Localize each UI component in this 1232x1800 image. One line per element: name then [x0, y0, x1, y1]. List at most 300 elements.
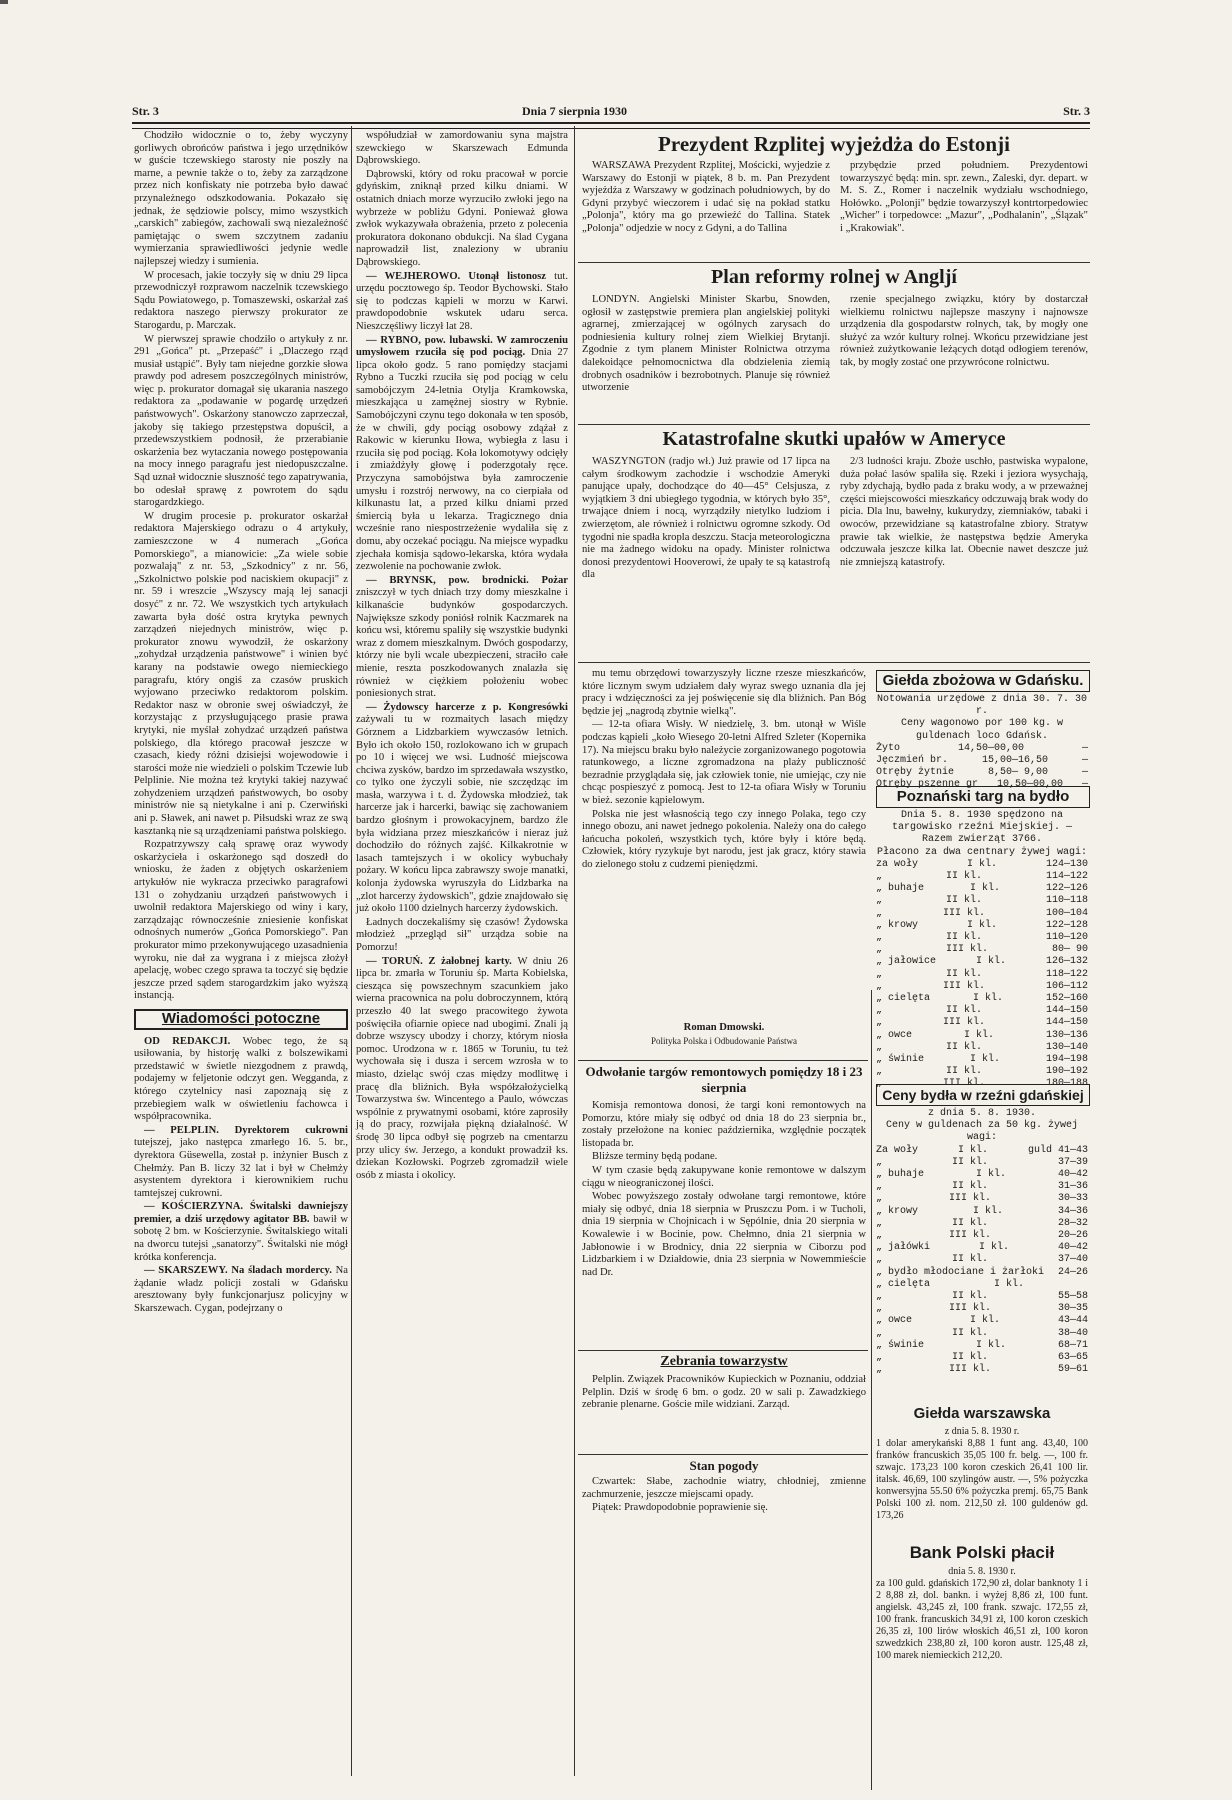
table-row: [876, 932, 1088, 944]
news-text: Wobec tego, że są usiłowania, by historję walki z bolszewikami przedstawić w świetle niezgodnem z prawdą, podajemy w feljetonie odczyt gen. Wegganda, z którego czytelnicy nasi zapoznają się z przebiegiem walk w oświetleniu fachowca i współpracownika.: [134, 1035, 348, 1123]
bank-polski-title: Bank Polski płacił: [909, 1543, 1055, 1562]
table-cell-klasa: II kl.: [951, 1291, 988, 1303]
table-row: [876, 1364, 1088, 1376]
table-row: [876, 1230, 1088, 1242]
table-cell-name: „ jałówki: [876, 1242, 931, 1254]
table-cell-name: „: [876, 1193, 883, 1205]
news-text: zażywali tu w rozmaitych lasach między Górznem a Lidzbarkiem wywczasów letnich. Było ich około 150, rozlokowano ich w grupach po 10 i więcej we wsi. Ludność miejscowa chciwa zysków, bardzo im sprzedawała wszystko, co tylko one życzyli sobie, nie szczędząc im masła, warzywa i t. d. Żydowska młodzież, tak harcerze jak i harcerki, bawiąc się zachowaniem bardzo głośnym i prowokacyjnem, bardzo źle była widziana przez mieszkańców i nieraz już dochodziło do różnych zajść. Kilkakrotnie w lasach tamtejszych i w okolicy wybuchały pożary. W końcu lipca zabrawszy swoje manatki, kolonja żydowska wyruszyła do Lidzbarka na „zlot harcerzy żydowskich", gdzie znajdowało się już około 1100 dzielnych harcerzy żydowskich.: [356, 714, 568, 915]
page-number-right: Str. 3: [1063, 104, 1090, 118]
news-item: [356, 575, 568, 701]
table-cell-price: 37—40: [1057, 1254, 1088, 1266]
table-cell-dash: —: [1081, 755, 1088, 767]
table-cell-price: 28—32: [1057, 1217, 1088, 1229]
news-dateline: LONDYN.: [592, 294, 649, 305]
news-text: Słabe, zachodnie wiatry, chłodniej, zmienne zachmurzenie, jeszcze miejscami opady.: [582, 1476, 866, 1500]
rule: [578, 1350, 868, 1351]
news-text: Komisja remontowa donosi, że targi koni remontowych na Pomorzu, które miały się odbyć od dnia 18 do 23 sierpnia br., zostały przełożone na koniec października, względnie początek listopada br.: [582, 1100, 866, 1149]
table-cell-price: 34—36: [1057, 1205, 1088, 1217]
table-row: [876, 1279, 1088, 1291]
table-cell-klasa: II kl.: [951, 1181, 988, 1193]
news-item: [582, 1165, 866, 1190]
table-cell-name: „: [876, 1181, 883, 1193]
paragraph: W procesach, jakie toczyły się w dniu 29 lipca przewodniczył rozprawom naczelnik tczewskiego Sądu Powiatowego, p. Tomaszewski, oskarżał zaś redaktora naszego pierwszy prokurator ze Starogardu, p. Marczak.: [134, 269, 348, 331]
article-pogoda: [582, 1476, 866, 1532]
table-cell-name: „ świnie: [876, 1054, 925, 1066]
table-row: [876, 1181, 1088, 1193]
news-text: W dniu 26 lipca br. zmarła w Toruniu śp. Marta Kobielska, ciesząca się powszechnym szacunkiem jako wierna pracownica na polu dobroczynnem, którą przeszło 40 lat swego pracowitego żywota poświęciła ofiarnie opiece nad ubogimi. Znali ją dobrze wszyscy ubodzy i chorzy, którym niosła pomoc. Urodzona w r. 1865 w Toruniu, tu też wychowała się i dusza i sercem wzrosła w to miasto, dzieląc swój czas między modlitwę i pracę dla bliźnich. Była współzałożycielką Towarzystwa św. Wincentego a Paulo, wówczas wspólnie z prywatnymi osobami, które zaprosiły ją do pracy, rozwijała piękną działalność. W środę 30 lipca odbył się pogrzeb na cmentarzu przy ulicy św. Jerzego, a kondukt prowadził ks. dziekan Kozłowski. Pogrzeb zgromadził wiele osób z miasta i okolicy.: [356, 955, 568, 1181]
rule: [578, 662, 1090, 663]
table-cell-klasa: I kl.: [963, 1029, 994, 1041]
news-list: [134, 1036, 348, 1316]
section-title: Wiadomości potoczne: [134, 1009, 348, 1030]
table-row: [876, 993, 1088, 1005]
table-cell-name: Za woły: [876, 1144, 919, 1156]
gielda-gdansk-rows: [876, 743, 1088, 792]
gielda-gdansk-title: Giełda zbożowa w Gdańsku.: [876, 670, 1090, 692]
rule: [578, 262, 1090, 263]
news-item: [356, 335, 568, 574]
table-cell-price: 31—36: [1057, 1181, 1088, 1193]
table-cell-klasa: I kl.: [969, 1315, 1000, 1327]
news-dateline: OD REDAKCJI.: [144, 1035, 243, 1047]
news-text: W tym czasie będą zakupywane konie remontowe w dalszym ciągu w nieograniczonej ilości.: [582, 1164, 866, 1189]
author-source: Polityka Polska i Odbudowanie Państwa: [651, 1035, 797, 1046]
table-cell-klasa: I kl.: [978, 1242, 1009, 1254]
table-cell-name: „ jałowice: [876, 956, 937, 968]
table-cell-name: „: [876, 907, 883, 919]
ceny-bydla-title: Ceny bydła w rzeźni gdańskiej: [876, 1084, 1090, 1106]
gielda-gdansk-sub2: Ceny wagonowo por 100 kg. w guldenach loco Gdańsk.: [900, 718, 1064, 742]
headline-anglia: Plan reformy rolnej w Angljí: [711, 266, 957, 288]
news-text: Angielski Minister Skarbu, Snowden, ogłosił w zastępstwie premiera plan angielskiej polityki agrarnej, zmierzającej w ogólnych zarysach do podniesienia kultury rolnej ziem Wielkiej Brytanji. Zgodnie z tym planem Minister Rolnictwa otrzyma dalekoidące pełnomocnictwa dla obdzielenia ziemią drobnych osadników i bezrobotnych. Planuje się również utworzenie: [582, 294, 831, 394]
ceny-bydla-table: [876, 1108, 1088, 1400]
table-cell-price: 30—35: [1057, 1303, 1088, 1315]
news-text: 2/3 ludności kraju. Zboże uschło, pastwiska wypalone, duża połać lasów spaliła się. Rzeki i jeziora wysychają, ryby zdychają, bydło pada z braku wody, a w przeważnej części miejscowości mieszkańcy odczuwają brak wody do picia. Dla lnu, bawełny, kukurydzy, ziemniaków, tabaki i owoców, przewidziane są katastrofalne zbiory. Stratyw prawie tak wielkie, że następstwa będzie Ameryka odczuwała jeszcze kilka lat. Obecnie nawet deszcze już nie zmniejszą katastrofy.: [840, 456, 1088, 568]
paragraph: Dąbrowski, który od roku pracował w porcie gdyńskim, zniknął przed kilku dniami. W ostatnich dniach morze wyrzuciło zwłoki jego na wybrzeże w pobliżu Gdyni. Ponieważ głowa zwłok wykazywała obrażenia, przeto z polecenia prokuratora dokonano obdukcji. Na ślad Cygana naprowadził list, znaleziony w ubraniu Dąbrowskiego.: [356, 168, 568, 268]
news-text: przybędzie przed południem. Prezydentowi towarzyszyć będą: min. spr. zewn., Zaleski, dyr. depart. w M. S. Z., Romer i naczelnik wydziału wschodniego, Hołówko. „Polonji" będzie towarzyszył kontrtorpedowiec „Wicher" i torpedowce: „Mazur", „Podhalanin", „Ślązak" i „Krakowiak".: [840, 160, 1088, 234]
table-cell-klasa: II kl.: [951, 1156, 988, 1168]
paragraph: W drugim procesie p. prokurator oskarżał redaktora Majerskiego odrazu o 4 artykuły, zamieszczone w 4 numerach „Gońca Pomorskiego", a mianowicie: „Za wiele sobie pozwalają" z nr. 53, „Szkodnicy" z nr. 56, „Szkolnictwo polskie pod naciskiem okupacji" z nr. 59 i wreszcie „Wszyscy mają lej sanacji dosyć" z nr. 72. We wszystkich tych artykułach zawarta była dość ostra krytyka pewnych zarządzeń niejednych ministrów, więc p. prokurator znowu wywodził, że oskarżony „zohydzał urządzenia państwowe" i winien być karany na podstawie owego niemieckiego paragrafu, który ongiś za czasów pruskich wyjowano przeciwko redaktorom polskim. Redaktor nasz w obronie swej oświadczył, że korzystając z przysługującego prasie prawa krytyki, nie myślał zohydzać urządzeń państwa polskiego, dla którego pracował jeszcze w czasach, kiedy różni dzisiejsi wojewodowie i starości może nie wiedzieli o polskim Tczewie lub Pelplinie. Nie można też krytyki takiej nazywać zohydzeniem urządzeń państwowych, bo osoby ministrów nie są nietykalne i ani p. Czerwiński ani p. Sławek, ani nawet p. Piłsudski wraz ze swą kasztanką nie są urządzeniami państwa polskiego.: [134, 510, 348, 837]
article-ameryka-right: [840, 456, 1088, 656]
table-cell-name: „: [876, 1078, 883, 1090]
table-cell-name: „: [876, 944, 883, 956]
table-row: [876, 1328, 1088, 1340]
news-text: rzenie specjalnego związku, który by dostarczał wielkiemu rolnictwu najlepsze maszyny i najnowsze urządzenia dla gospodarstw rolnych, tak, by mogły one służyć za wzór kultury rolnej. Wkońcu przewidziane jest również zużytkowanie leżących dotąd odłogiem terenów, tak, by mogły zostać one przywrócone rolnictwu.: [840, 294, 1088, 368]
news-text: Prezydent Rzplitej, Mościcki, wyjedzie z Warszawy do Estonji w piątek, 8 b. m. Pan Prezydent wyjeżdża z Warszawy w godzinach południowych, by do Gdyni przybyć wieczorem i udać się na pokład statku „Polonja", który ma go przewieźć do Tallina. Statek „Polonja" odjedzie w nocy z Gdyni, a do Tallina: [582, 160, 830, 234]
table-cell-klasa: III kl.: [948, 1364, 991, 1376]
table-cell-klasa: III kl.: [945, 944, 988, 956]
table-cell-price: 122—128: [1045, 919, 1088, 931]
table-cell-price: 24—26: [1057, 1266, 1088, 1278]
table-row: [876, 1352, 1088, 1364]
news-dateline: — RYBNO, pow. lubawski. W zamroczeniu umysłowem rzuciła się pod pociąg.: [356, 334, 568, 359]
table-cell-price: 40—42: [1057, 1169, 1088, 1181]
paragraph: W pierwszej sprawie chodziło o artykuły z nr. 291 „Gońca" pt. „Przepaść" i „Dlaczego rząd musiał ustąpić". Były tam niejedne gorzkie słowa prawdy pod adresem poszczególnych ministrów, więc p. prokurator domagał się ukarania naszego redaktora za „podawanie w pogardę urzędzeń państwowych". Oskarżony stanowczo zaprzeczał, jakoby się takiego przestępstwa dopuścił, a przedewszystkiem podnosił, że przerabianie oskarżenia bez wytaczania nowego postępowania na mocy innego paragrafu jest niedopuszczalne. Sąd uznał widocznie słuszność tego zapatrywania, bo odesłał sprawę z powrotem do sądu starogardzkiego.: [134, 333, 348, 509]
paragraph: Rozpatrzywszy całą sprawę oraz wywody oskarżycieła i oskarżonego sąd doszedł do wniosku, że żaden z objętych oskarżeniem artykułów nie wykracza przeciwko paragrafowi 131 o zohydzaniu urządzeń państwowych i uwolnił redaktora Majerskiego od winy i kary, zarządzając równocześnie zniesienie konfiskat odnośnych numerów „Gońca Pomorskiego". Pan prokurator mimo przekonywującego uzasadnienia wyroku, nie dał za wygrana i z miejsca złożył apelację, wobec czego sprawa ta toczyć się będzie jeszcze przed sądem starogardzkim jako wyższą instancją.: [134, 839, 348, 1002]
news-text: Na żądanie władz policji zostali w Gdańsku aresztowany były funkcjonarjusz policyjny w Skarszewach. Cygan, podejrzany o: [134, 1265, 348, 1315]
table-cell-price: 20—26: [1057, 1230, 1088, 1242]
table-cell-price: 15,00—16,50: [981, 755, 1048, 767]
table-cell-name: „: [876, 968, 883, 980]
article-targi: [582, 1100, 866, 1344]
ceny-bydla-sub: z dnia 5. 8. 1930.: [927, 1108, 1037, 1119]
news-dateline: — KOŚCIERZYNA. Świtalski dawniejszy premier, a dziś urzędowy agitator BB.: [134, 1201, 348, 1225]
news-item: [840, 294, 1088, 370]
table-cell-klasa: I kl.: [972, 1205, 1003, 1217]
table-row: [876, 1157, 1088, 1169]
table-cell-klasa: II kl.: [945, 871, 982, 883]
table-row: [876, 944, 1088, 956]
table-cell-klasa: I kl.: [975, 956, 1006, 968]
table-cell-name: „ owce: [876, 1315, 913, 1327]
news-item: [840, 160, 1088, 236]
table-cell-klasa: II kl.: [951, 1254, 988, 1266]
table-row: [876, 1066, 1088, 1078]
table-cell-price: 144—150: [1045, 1005, 1088, 1017]
table-cell-price: 144—150: [1045, 1017, 1088, 1029]
news-dateline: WASZYNGTON: [592, 456, 669, 467]
table-row: [876, 969, 1088, 981]
gielda-gdansk-table: [876, 694, 1088, 791]
table-cell-price: 114—122: [1045, 871, 1088, 883]
targ-bydlo-title: Poznański targ na bydło: [876, 786, 1090, 808]
news-dateline: — SKARSZEWY. Na śladach mordercy.: [144, 1265, 336, 1277]
table-cell-price: 43—44: [1057, 1315, 1088, 1327]
table-cell-name: „: [876, 1327, 883, 1339]
table-cell-price: 180—188: [1045, 1078, 1088, 1090]
ceny-bydla-sub2: Ceny w guldenach za 50 kg. żywej wagi:: [885, 1120, 1079, 1144]
table-cell-name: Żyto: [876, 742, 901, 754]
news-item: [134, 1036, 348, 1124]
table-cell-price: 80— 90: [1051, 944, 1088, 956]
news-item: [582, 1100, 866, 1150]
table-row: [876, 1267, 1088, 1279]
table-cell-name: „: [876, 895, 883, 907]
table-row: [876, 1193, 1088, 1205]
targ-bydlo-sub2: Płacono za dwa centnary żywej wagi:: [876, 846, 1088, 858]
targ-bydlo-sub: Dnia 5. 8. 1930 spędzono na targowisko rzeźni Miejskiej. — Razem zwierząt 3766.: [891, 810, 1073, 846]
table-cell-name: za woły: [876, 858, 919, 870]
table-cell-price: 40—42: [1057, 1242, 1088, 1254]
news-item: [134, 1265, 348, 1315]
table-row: [876, 956, 1088, 968]
news-item: [582, 668, 866, 718]
rule: [578, 424, 1090, 425]
news-text: Ładnych doczekaliśmy się czasów! Żydowska młodzież „przegląd sił" urządza sobie na Pomorzu!: [356, 916, 568, 953]
table-cell-name: „ krowy: [876, 919, 919, 931]
table-cell-name: „: [876, 1217, 883, 1229]
rule: [578, 1454, 868, 1455]
table-row: [876, 871, 1088, 883]
scan-mark: [0, 0, 8, 4]
table-cell-price: 100—104: [1045, 907, 1088, 919]
table-cell-klasa: II kl.: [945, 932, 982, 944]
table-cell-klasa: I kl.: [975, 1169, 1006, 1181]
headline-targi: Odwołanie targów remontowych pomiędzy 18 i 23 sierpnia: [585, 1064, 863, 1095]
column-divider: [871, 990, 872, 1790]
table-row: [876, 1017, 1088, 1029]
article-estonia-left: [582, 160, 830, 260]
table-cell-price: 126—132: [1045, 956, 1088, 968]
table-cell-price: 122—126: [1045, 883, 1088, 895]
table-cell-klasa: II kl.: [951, 1327, 988, 1339]
table-cell-klasa: I kl.: [975, 1339, 1006, 1351]
news-text: mu temu obrzędowi towarzyszyły liczne rzesze mieszkańców, które licznym swym udziałem dały wyraz swego uznania dla jej pracy i wdzięczności za jej poświęcenie się dla bliźnich. Pan Bóg będzie jej „nagrodą zbytnie wielką".: [582, 668, 866, 717]
news-item: [582, 294, 830, 395]
table-cell-klasa: II kl.: [945, 895, 982, 907]
news-dateline: WARSZAWA: [592, 160, 654, 171]
table-cell-name: „: [876, 1364, 883, 1376]
table-cell-price: 8,50— 9,00: [987, 767, 1048, 779]
table-cell-klasa: II kl.: [945, 968, 982, 980]
news-dateline: Piątek:: [592, 1502, 625, 1514]
table-cell-klasa: I kl.: [966, 919, 997, 931]
table-cell-name: „: [876, 1291, 883, 1303]
news-item: [582, 1151, 866, 1164]
news-item: [356, 271, 568, 334]
headline-estonia: Prezydent Rzplitej wyjeżdża do Estonji: [658, 132, 1010, 156]
table-cell-klasa: I kl.: [994, 1278, 1025, 1290]
article-zebrania: [582, 1374, 866, 1450]
news-item: [840, 456, 1088, 569]
news-item: [356, 956, 568, 1183]
news-dateline: — PELPLIN. Dyrektorem cukrowni: [144, 1124, 348, 1136]
news-item: [582, 456, 830, 582]
news-list: [356, 271, 568, 1183]
table-cell-name: „: [876, 1017, 883, 1029]
news-item: [582, 1374, 866, 1412]
column-2: [356, 130, 568, 1790]
column-divider: [574, 126, 575, 1776]
table-cell-price: 38—40: [1057, 1327, 1088, 1339]
gielda-warszawa-body: [876, 1426, 1088, 1538]
table-row: [876, 1169, 1088, 1181]
table-cell-price: 106—112: [1045, 980, 1088, 992]
table-cell-klasa: II kl.: [951, 1217, 988, 1229]
table-cell-name: Otręby żytnie: [876, 767, 955, 779]
table-cell-klasa: I kl.: [966, 858, 997, 870]
news-dateline: Czwartek:: [592, 1476, 647, 1487]
table-row: [876, 767, 1088, 779]
bank-polski-sub: dnia 5. 8. 1930 r.: [948, 1566, 1016, 1577]
news-text: Związek Pracowników Kupieckich w Poznaniu, oddział Pelplin. Dziś w środę 6 bm. o godz. 20 w sali p. Zawadzkiego zebranie plenarne. Goście mile widziani. Zarząd.: [582, 1374, 866, 1411]
news-dateline: Pelplin.: [592, 1374, 628, 1385]
table-row: [876, 981, 1088, 993]
article-anglia-right: [840, 294, 1088, 418]
table-row: [876, 1005, 1088, 1017]
news-dateline: — WEJHEROWO. Utonął listonosz: [366, 270, 555, 282]
page-number-left: Str. 3: [132, 104, 159, 118]
gielda-warszawa-title: Giełda warszawska: [913, 1405, 1051, 1422]
news-dateline: — Żydowscy harcerze z p. Kongresówki: [366, 701, 568, 713]
table-row: [876, 1340, 1088, 1352]
news-item: [134, 1125, 348, 1201]
table-cell-klasa: II kl.: [951, 1352, 988, 1364]
table-row: [876, 1030, 1088, 1042]
table-cell-name: „: [876, 1156, 883, 1168]
table-cell-name: „: [876, 932, 883, 944]
news-text: Polska nie jest własnością tego czy innego Polaka, tego czy innego obozu, ani nawet jednego pokolenia. Należy ona do całego łańcucha pokoleń, wszystkich tych, które były i które będą. Człowiek, który ryzykuje byt narodu, jest jak gracz, który stawia do zielonego stołu z cudzemi pieniędzmi.: [582, 808, 866, 870]
table-row: [876, 883, 1088, 895]
table-row: [876, 1145, 1088, 1157]
table-cell-name: „ świnie: [876, 1339, 925, 1351]
table-cell-price: 110—118: [1045, 895, 1088, 907]
table-cell-klasa: III kl.: [942, 980, 985, 992]
gielda-warszawa-sub: z dnia 5. 8. 1930 r.: [944, 1426, 1020, 1437]
table-cell-klasa: III kl.: [948, 1303, 991, 1315]
table-row: [876, 1254, 1088, 1266]
table-cell-klasa: II kl.: [945, 1041, 982, 1053]
table-cell-klasa: III kl.: [942, 1017, 985, 1029]
table-cell-dash: —: [1081, 767, 1088, 779]
table-cell-klasa: II kl.: [945, 1066, 982, 1078]
page-header: [132, 104, 1090, 122]
news-text: tut. urzędu pocztowego śp. Teodor Bychowski. Stało się to podczas kąpieli w morzu w Karwi. prawdopodobnie wskutek udaru serca. Nieszczęśliwy liczył lat 28.: [356, 270, 568, 332]
table-cell-price: 124—130: [1045, 858, 1088, 870]
table-row: [876, 1218, 1088, 1230]
paragraph: współudział w zamordowaniu syna majstra szewckiego w Skarszewach Edmunda Dąbrowskiego.: [356, 130, 568, 167]
news-text: Wobec powyższego zostały odwołane targi remontowe, które miały się odbyć, dnia 18 sierpnia w Pruszczu Pom. i w Tucholi, dnia 19 sierpnia w Chojnicach i w Sępólnie, dnia 20 sierpnia w Kowalewie i w Bocinie, pow. Chełmno, dnia 21 sierpnia w Jabłonowie i w Brodnicy, dnia 22 sierpnia w Ciborzu pod Lidzbarkiem i w Działdowie, dnia 23 sierpnia w Nowemmieście nad Dr.: [582, 1191, 866, 1278]
table-cell-klasa: III kl.: [942, 907, 985, 919]
table-row: [876, 1315, 1088, 1327]
news-item: [134, 1201, 348, 1264]
table-row: [876, 1303, 1088, 1315]
table-cell-klasa: I kl.: [969, 883, 1000, 895]
table-row: [876, 743, 1088, 755]
column-1: [134, 130, 348, 1790]
table-cell-dash: —: [1081, 742, 1088, 754]
table-cell-price: 37—39: [1057, 1156, 1088, 1168]
news-text: (radjo wł.) Już prawie od 17 lipca na całym środkowym zachodzie i wschodzie Ameryki panujące upały, dochodzące do 40—45° Celsjusza, z wyjątkiem 3 dni ubiegłego tygodnia, w których było 35°, trwające dniem i nocą, wyrządziły nietylko ludziom i zwierzętom, ale również i rolnictwu ogromne szkody. Od tygodni nie spadła kropla deszczu. Stacja meteorologiczna nie ma żadnego widoku na opady. Minister rolnictwa donosi prezydentowi Hooverowi, że upały te są katastrofą dla: [582, 456, 830, 581]
ceny-bydla-rows: [876, 1145, 1088, 1377]
headline-ameryka: Katastrofalne skutki upałów w Ameryce: [662, 428, 1006, 450]
table-row: [876, 920, 1088, 932]
news-item: [356, 702, 568, 916]
gielda-gdansk-sub: Notowania urzędowe z dnia 30. 7. 30 r.: [876, 694, 1088, 718]
news-item: [356, 917, 568, 955]
headline-zebrania: Zebrania towarzystw: [660, 1354, 788, 1369]
table-cell-name: „: [876, 871, 883, 883]
news-item: [582, 160, 830, 236]
paragraph: Chodziło widocznie o to, żeby wyczyny gorliwych obrońców państwa i jego urzędników w guście tczewskiego starosty nie poszły na marne, a pewnie także o to, żeby za zarządzone przez nich konfiskaty nie potrzeba było dawać przynależnego odszkodowania. Pokazało się jednak, że sędziowie polscy, mimo wszystkich „carskich" zabiegów, zachowali swą niezależność pamiętając o swem szczytnem zadaniu wymierzania sprawiedliwości jedynie wedle najlepszej wiedzy i sumienia.: [134, 130, 348, 267]
table-cell-name: „ cielęta: [876, 993, 931, 1005]
news-item: [582, 1191, 866, 1279]
table-cell-name: „: [876, 1254, 883, 1266]
column-divider: [351, 126, 352, 1776]
table-cell-price: guld 41—43: [1027, 1144, 1088, 1156]
table-row: [876, 895, 1088, 907]
table-cell-name: Otręby pszenne gr: [876, 779, 979, 791]
table-cell-name: „ owce: [876, 1029, 913, 1041]
table-cell-name: „: [876, 980, 883, 992]
table-cell-klasa: III kl.: [942, 1078, 985, 1090]
table-cell-name: „ buhaje: [876, 1169, 925, 1181]
table-row: [876, 908, 1088, 920]
signature: [582, 1022, 866, 1056]
table-cell-name: „: [876, 1041, 883, 1053]
table-row: [876, 1242, 1088, 1254]
table-cell-name: „: [876, 1303, 883, 1315]
targ-bydlo-rows: [876, 859, 1088, 1091]
table-cell-price: 10,50—00,00: [997, 779, 1064, 791]
targ-bydlo-table: [876, 810, 1088, 1090]
table-cell-name: „ cielęta: [876, 1278, 931, 1290]
article-continuation: [134, 130, 348, 1003]
article-estonia-right: [840, 160, 1088, 260]
table-row: [876, 1206, 1088, 1218]
table-cell-klasa: I kl.: [969, 1054, 1000, 1066]
news-text: Prawdopodobnie poprawienie się.: [624, 1502, 768, 1514]
table-cell-price: 68—71: [1057, 1339, 1088, 1351]
table-cell-name: „: [876, 1352, 883, 1364]
table-row: [876, 1054, 1088, 1066]
bank-polski-text: za 100 guld. gdańskich 172,90 zł, dolar banknoty 1 i 2 8,88 zł, dol. bankn. i wyżej 8,86 zł, 100 funt. angielsk. 43,245 zł, 100 frank. szwajc. 172,55 zł, 100 frank. francuskich 34,91 zł, 100 koron czeskich 26,35 zł, 100 lirów włoskich 46,51 zł, 100 koron szwedzkich 238,80 zł, 100 koron austr. 125,48 zł, 100 marek niemieckich 212,20.: [876, 1578, 1088, 1661]
issue-date: Dnia 7 sierpnia 1930: [522, 104, 628, 118]
table-cell-name: „ buhaje: [876, 883, 925, 895]
table-cell-price: 130—140: [1045, 1041, 1088, 1053]
article-ameryka-left: [582, 456, 830, 656]
bank-polski-body: [876, 1566, 1088, 1690]
rule: [578, 1060, 868, 1061]
table-cell-price: 14,50—00,00: [957, 742, 1024, 754]
news-text: bawił w sobotę 2 bm. w Kościerzynie. Świtalskiego witali na dworcu tutejsi „sanatorzy". Świtalski nie mógł krótka konferencja.: [134, 1213, 348, 1263]
table-cell-klasa: III kl.: [948, 1193, 991, 1205]
table-cell-price: 63—65: [1057, 1352, 1088, 1364]
table-cell-klasa: II kl.: [945, 1005, 982, 1017]
table-cell-name: Jęczmień br.: [876, 755, 949, 767]
news-item: [582, 1476, 866, 1501]
table-cell-name: „: [876, 1005, 883, 1017]
news-text: tutejszej, jako następca zmarłego 16. 5. br., dyrektora Güsewella, został p. inżynier Busch z Chełmży. Pan B. liczy 32 lat i był w Chełmży asystentem dyrektora i kierownikiem ruchu tamtejszej cukrowni.: [134, 1137, 348, 1199]
table-cell-price: 194—198: [1045, 1054, 1088, 1066]
column-3-news: [582, 668, 866, 1020]
article-continuation: [356, 130, 568, 270]
table-cell-price: 110—120: [1045, 932, 1088, 944]
news-item: [582, 809, 866, 872]
table-row: [876, 1042, 1088, 1054]
gielda-warszawa-text: 1 dolar amerykański 8,88 1 funt ang. 43,40, 100 franków francuskich 35,05 100 fr. belg. —, 100 fr. szwajc. 173,23 100 koron czeskich 26,41 100 lir. italsk. 46,69, 100 szylingów austr. —, 5% pożyczka konwersyjna 55.50 6% pożyczka premj. 65,75 Bank Polski 100 zł. nom. 212,50 zł. 100 guldenów gd. 173,26: [876, 1438, 1088, 1521]
table-cell-price: 30—33: [1057, 1193, 1088, 1205]
news-dateline: — TORUŃ. Z żałobnej karty.: [366, 955, 518, 967]
table-row: [876, 1291, 1088, 1303]
table-cell-price: 130—136: [1045, 1029, 1088, 1041]
table-cell-price: 118—122: [1045, 968, 1088, 980]
news-dateline: — BRYNSK, pow. brodnicki. Pożar: [366, 574, 568, 586]
news-text: Dnia 27 lipca około godz. 5 rano pomiędzy stacjami Rybno a Tuczki rzuciła się pod pociąg w celu samobójczym 24-letnia Otylja Kramkowska, mieszkająca u zamężnej siostry w Rybnie. Samobójczyni czynu tego dokonała w ten sposób, że w chwili, gdy pociąg osobowy zdążał z Rakowic w kierunku Iłowa, wybiegła z lasu i rzuciła się pod pociąg. Koła lokomotywy odcięły i zmiażdżyły głowę i poderzgotały ręce. Przyczyna samobójstwa była zamroczenie umysłu i rozstrój nerwowy, na co cierpiała od kilkunastu lat, a przed kilku dniami przed śmiercią była u lekarza. Tragicznego dnia wcześnie rano niespostrzeżenie wydaliła się z domu, aby oczekać pociągu. Na miejsce wypadku zjechała komisja sądowo-lekarska, która wydała zezwolenie na pochowanie zwłok.: [356, 347, 568, 573]
table-cell-dash: —: [1081, 779, 1088, 791]
news-text: zniszczył w tych dniach trzy domy mieszkalne i kilkanaście budynków gospodarczych. Największe szkody poniósł rolnik Kaczmarek na końcu wsi, któremu spaliły się wszystkie budynki wraz z domem mieszkalnym. Dwóch gospodarzy, którzy nie byli wcale ubezpieczeni, straciło całe mienie, reszta poszkodowanych znalazła się również w ciężkiem położeniu wobec poniesionych strat.: [356, 587, 568, 700]
article-anglia-left: [582, 294, 830, 418]
table-cell-price: 55—58: [1057, 1291, 1088, 1303]
author-name: Roman Dmowski.: [683, 1022, 765, 1033]
table-cell-price: 190—192: [1045, 1066, 1088, 1078]
news-dateline: — 12-ta ofiara Wisły.: [592, 719, 699, 731]
news-item: [582, 719, 866, 807]
table-cell-name: „: [876, 1230, 883, 1242]
table-row: [876, 859, 1088, 871]
table-cell-price: 152—160: [1045, 993, 1088, 1005]
table-row: [876, 755, 1088, 767]
table-cell-name: „ bydło młodociane i żarłoki: [876, 1266, 1045, 1278]
table-cell-klasa: III kl.: [948, 1230, 991, 1242]
table-cell-klasa: I kl.: [957, 1144, 988, 1156]
table-cell-name: „ krowy: [876, 1205, 919, 1217]
news-item: [582, 1502, 866, 1515]
headline-pogoda: Stan pogody: [689, 1458, 759, 1473]
news-text: W niedzielę, 3. bm. utonął w Wiśle podczas kąpieli „koło Wiesego 20-letni Alfred Szleter (Kopernika 17). Na miejscu braku było należycie zorganizowanego pogotowia ratunkowego, a liczne zgromadzona na plaży publiczność bezradnie przyglądała się, jak człowiek tonie, nie umiejąc, czy nie chcąc pospieszyć z pomocą. Jest to 12-ta ofiara Wisły w Toruniu w bież. sezonie kąpielowym.: [582, 719, 866, 806]
table-cell-klasa: I kl.: [972, 993, 1003, 1005]
header-rule: [132, 122, 1090, 129]
